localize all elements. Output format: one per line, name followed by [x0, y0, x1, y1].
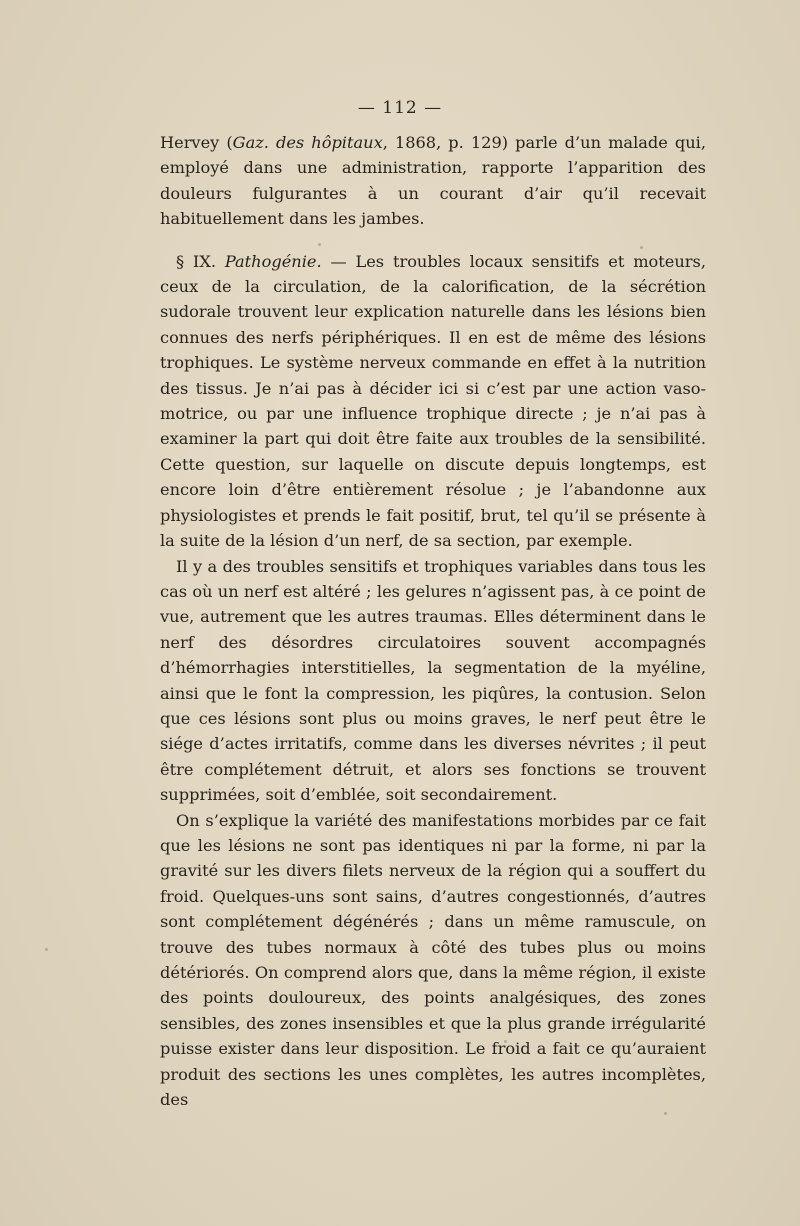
body-text [160, 130, 706, 1112]
paragraph-text: — Les troubles locaux sensitifs et moteurs, ceux de la circulation, de la calorification, de la sécrétion sudorale trouvent leur explication naturelle dans les lésions bien connues des nerfs périphériques. Il en est de même des lésions trophiques. Le système nerveux commande en effet à la nutrition des tissus. Je n’ai pas à décider ici si c’est par une action vaso-motrice, ou par une influence trophique directe ; je n’ai pas à examiner la part qui doit être faite aux troubles de la sensibilité. Cette question, sur laquelle on discute depuis longtemps, est encore loin d’être entièrement résolue ; je l’abandonne aux physiologistes et prends le fait positif, brut, tel qu’il se présente à la suite de la lésion d’un nerf, de sa section, par exemple. [160, 251, 706, 551]
section-label: § IX. [176, 251, 225, 271]
paper-speck [45, 948, 48, 951]
page-number: — 112 — [357, 98, 443, 118]
paragraph-text: , 1868, p. 129) parle d’un malade qui, employé dans une administration, rapporte l’apparition des douleurs fulgurantes à un courant d’air qu’il recevait habituellement dans les jambes. [160, 133, 706, 229]
paragraph-troubles: Il y a des troubles sensitifs et trophiques variables dans tous les cas où un nerf est altéré ; les gelures n’agissent pas, à ce point de vue, autrement que les autres traumas. Elles déterminent dans le nerf des désordres circulatoires souvent accompagnés d’hémorrhagies interstitielles, la segmentation de la myéline, ainsi que le font la compression, les piqûres, la contusion. Selon que ces lésions sont plus ou moins graves, le nerf peut être le siége d’actes irritatifs, comme dans les diverses névrites ; il peut être complétement détruit, et alors ses fonctions se trouvent supprimées, soit d’emblée, soit secondairement. [160, 556, 706, 805]
paragraph-variete: On s’explique la variété des manifestations morbides par ce fait que les lésions ne sont pas identiques ni par la forme, ni par la gravité sur les divers filets nerveux de la région qui a souffert du froid. Quelques-uns sont sains, d’autres congestionnés, d’autres sont complétement dégénérés ; dans un même ramuscule, on trouve des tubes normaux à côté des tubes plus ou moins détériorés. On comprend alors que, dans la même région, il existe des points douloureux, des points analgésiques, des zones sensibles, des zones insensibles et que la plus grande irrégularité puisse exister dans leur disposition. Le froid a fait ce qu’auraient produit des sections les unes complètes, les autres incomplètes, des [160, 810, 706, 1110]
section-title: Pathogénie. [224, 251, 322, 271]
citation-journal: Gaz. des hôpitaux [232, 133, 383, 152]
paragraph-pathogenie [160, 249, 706, 554]
paragraph-text: Hervey ( [160, 133, 233, 152]
paragraph-hervey [160, 130, 706, 232]
paper-speck [664, 1112, 667, 1115]
